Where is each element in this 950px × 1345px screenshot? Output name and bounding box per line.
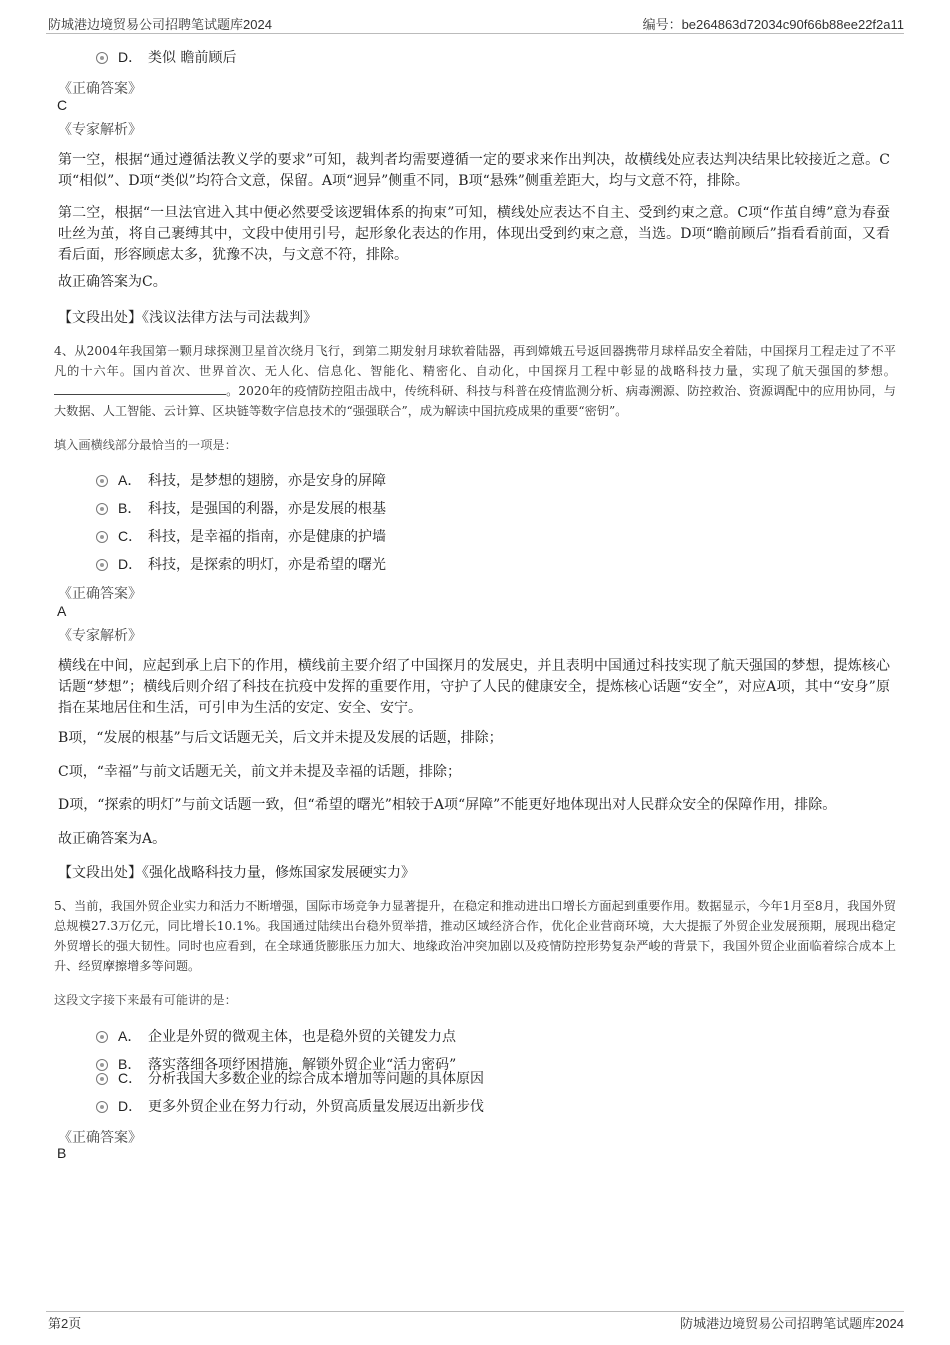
q4-answer: A — [57, 603, 67, 619]
q3-analysis-p1: 第一空，根据“通过遵循法教义学的要求”可知，裁判者均需要遵循一定的要求来作出判决，故横线处应表达判决结果比较接近之意。C项“相似”、D项“类似”均符合文意，保留。A项“迥异”侧重不同，B项“悬殊”侧重差距大，均与文意不符，排除。 — [58, 152, 890, 189]
q5-stem: 5、当前，我国外贸企业实力和活力不断增强，国际市场竞争力显著提升，在稳定和推动进出口增长方面起到重要作用。数据显示，今年1月至8月，我国外贸总规模27.3万亿元，同比增长10.1%。我国通过陆续出台稳外贸举措，推动区域经济合作，优化企业营商环境，大大提振了外贸企业发展预期，展现出稳定外贸增长的强大韧性。同时也应看到，在全球通货膨胀压力加大、地缘政治冲突加剧以及疫情防控形势复杂严峻的背景下，我国外贸企业面临着综合成本上升、经贸摩擦增多等问题。 — [54, 899, 896, 973]
q4-analysis-p4: D项，“探索的明灯”与前文话题一致，但“希望的曙光”相较于A项“屏障”不能更好地体现出对人民群众安全的保障作用，排除。 — [58, 797, 837, 813]
q4-analysis-p3: C项，“幸福”与前文话题无关，前文并未提及幸福的话题，排除； — [58, 764, 462, 780]
q3-source: 【文段出处】《浅议法律方法与司法裁判》 — [58, 310, 317, 326]
radio-icon[interactable] — [96, 1073, 108, 1085]
q3-analysis-label: 《专家解析》 — [58, 122, 142, 138]
radio-icon[interactable] — [96, 475, 108, 487]
q3-answer-label: 《正确答案》 — [58, 81, 142, 97]
page-footer — [48, 1313, 904, 1331]
q5-answer: B — [57, 1145, 67, 1161]
q4-stem: 4、从2004年我国第一颗月球探测卫星首次绕月飞行，到第二期发射月球软着陆器，再到嫦娥五号返回器携带月球样品安全着陆，中国探月工程走过了不平凡的十六年。国内首次、世界首次、无人化、信息化、智能化、精密化、自动化，中国探月工程中彰显的战略科技力量，实现了航天强国的梦想。。2020年的疫情防控阻击战中，传统科研、科技与科普在疫情监测分析、病毒溯源、防控救治、资源调配中的应用协同，与大数据、人工智能、云计算、区块链等数字信息技术的“强强联合”，成为解读中国抗疫成果的重要“密钥”。 — [54, 344, 896, 418]
q4-answer-label: 《正确答案》 — [58, 586, 142, 602]
header-title: 防城港边境贸易公司招聘笔试题库2024 — [48, 17, 272, 32]
q3-answer: C — [57, 97, 68, 113]
answer-blank — [54, 382, 226, 395]
q4-analysis-p2: B项，“发展的根基”与后文话题无关，后文并未提及发展的话题，排除； — [58, 730, 503, 746]
page-header — [48, 14, 904, 32]
q4-source: 【文段出处】《强化战略科技力量，修炼国家发展硬实力》 — [58, 865, 415, 881]
radio-icon[interactable] — [96, 531, 108, 543]
header-doc-id: 编号：be264863d72034c90f66b88ee22f2a11 — [642, 17, 904, 32]
footer-divider — [46, 1311, 904, 1312]
radio-icon[interactable] — [96, 559, 108, 571]
q3-analysis-p2: 第二空，根据“一旦法官进入其中便必然要受该逻辑体系的拘束”可知，横线处应表达不自主、受到约束之意。C项“作茧自缚”意为春蚕吐丝为茧，将自己裹缚其中，文段中使用引号，起形象化表达的作用，体现出受到约束之意，当选。D项“瞻前顾后”指看看前面，又看看后面，形容顾虑太多，犹豫不决，与文意不符，排除。 — [58, 205, 890, 263]
page-number: 第2页 — [48, 1316, 82, 1331]
q4-prompt: 填入画横线部分最恰当的一项是： — [54, 438, 237, 452]
radio-icon[interactable] — [96, 52, 108, 64]
q3-analysis-conclusion: 故正确答案为C。 — [58, 274, 167, 290]
header-divider — [46, 33, 904, 34]
q5-prompt: 这段文字接下来最有可能讲的是： — [54, 993, 237, 1007]
q5-answer-label: 《正确答案》 — [58, 1130, 142, 1146]
radio-icon[interactable] — [96, 1031, 108, 1043]
q4-analysis-conclusion: 故正确答案为A。 — [58, 831, 167, 847]
radio-icon[interactable] — [96, 1059, 108, 1071]
q4-analysis-p1: 横线在中间，应起到承上启下的作用，横线前主要介绍了中国探月的发展史，并且表明中国通过科技实现了航天强国的梦想，提炼核心话题“梦想”；横线后则介绍了科技在抗疫中发挥的重要作用，守护了人民的健康安全，提炼核心话题“安全”，对应A项，其中“安身”原指在某地居住和生活，可引申为生活的安定、安全、安宁。 — [58, 658, 890, 716]
radio-icon[interactable] — [96, 503, 108, 515]
q4-analysis-label: 《专家解析》 — [58, 628, 142, 644]
footer-title: 防城港边境贸易公司招聘笔试题库2024 — [680, 1316, 904, 1331]
radio-icon[interactable] — [96, 1101, 108, 1113]
